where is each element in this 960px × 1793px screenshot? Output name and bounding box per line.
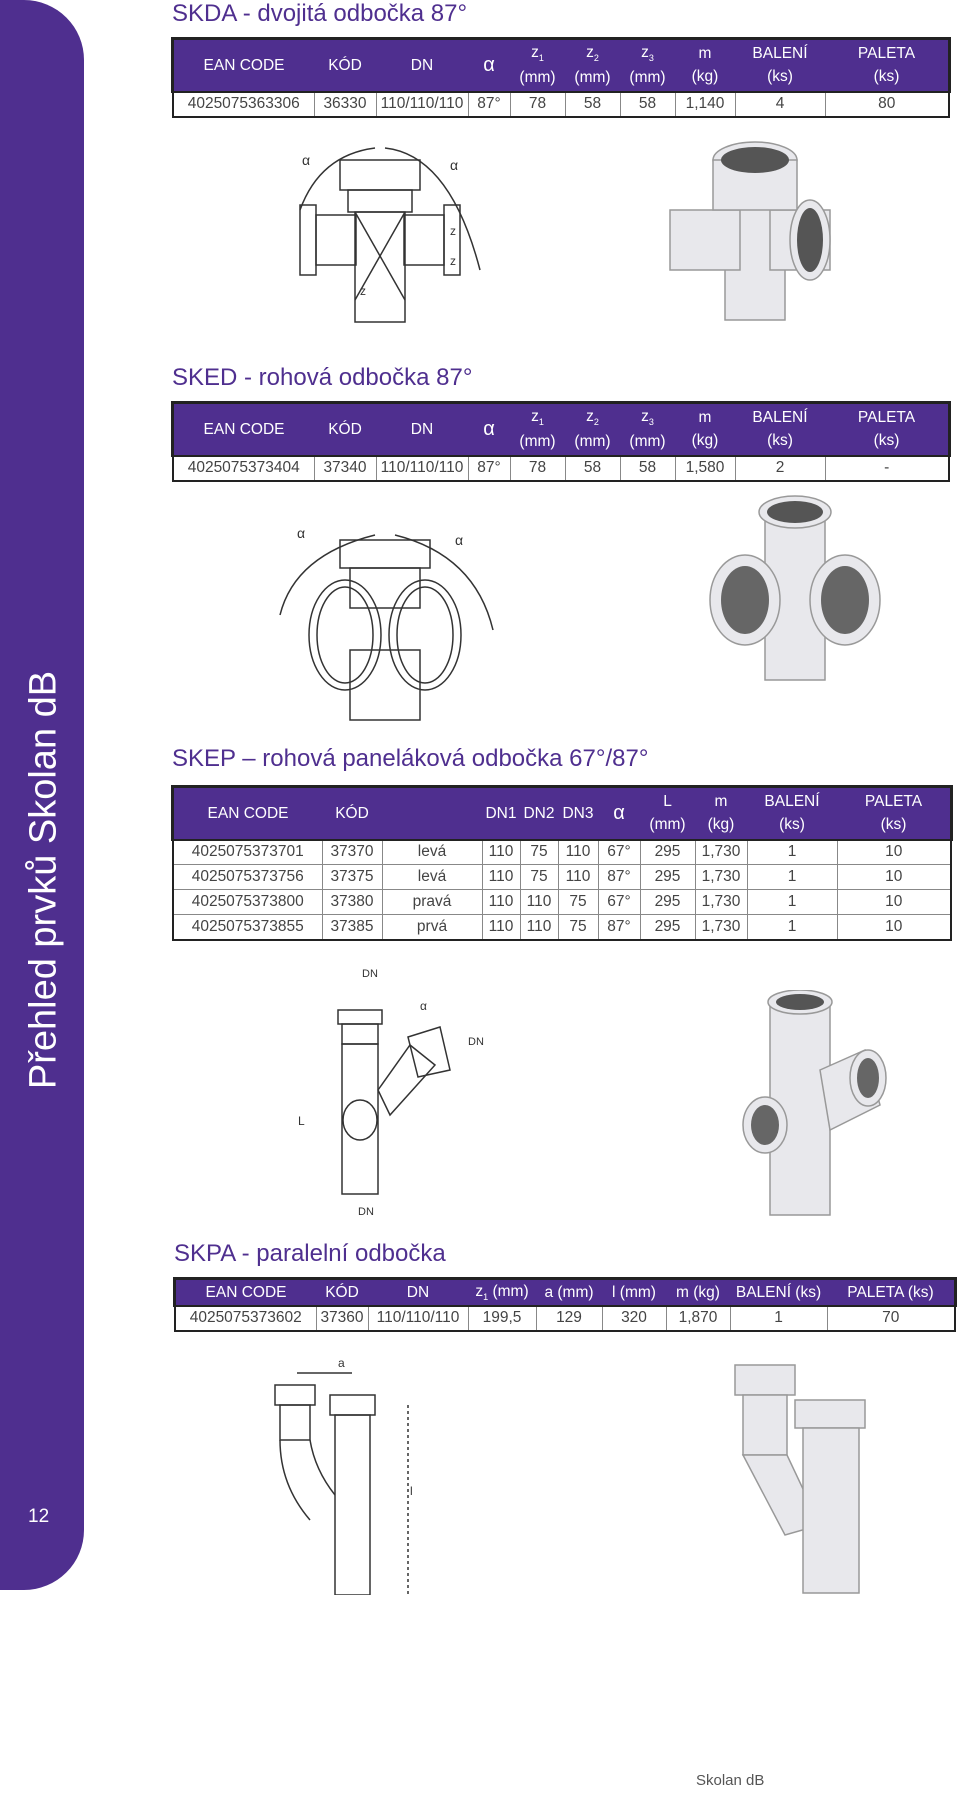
col-m: m (kg) xyxy=(695,787,747,839)
skda-table xyxy=(172,38,950,118)
skda-photo xyxy=(650,140,840,330)
col-z2: $z_2$ (mm) xyxy=(565,39,620,91)
col-paleta: PALETA (ks) xyxy=(825,403,949,455)
sked-drawing xyxy=(265,520,505,730)
sked-photo xyxy=(705,490,885,690)
col-alpha: α xyxy=(468,403,510,455)
sidebar-band xyxy=(0,0,84,1590)
page-number: 12 xyxy=(28,1506,50,1527)
col-paleta: PALETA (ks) xyxy=(825,39,949,91)
col-dn3: DN3 xyxy=(558,787,598,839)
col-paleta: PALETA (ks) xyxy=(827,1279,955,1305)
table-row: 4025075363306 36330 110/110/110 87° 78 58 58 1,140 4 80 xyxy=(173,91,949,117)
alpha-label: α xyxy=(420,999,427,1013)
col-kod: KÓD xyxy=(314,39,376,91)
dn2-label: DN xyxy=(468,1036,484,1048)
skda-title: SKDA - dvojitá odbočka 87° xyxy=(172,0,468,27)
col-paleta: PALETA (ks) xyxy=(837,787,951,839)
col-ean: EAN CODE xyxy=(173,403,314,455)
skda-drawing xyxy=(280,140,510,340)
z1-label: z xyxy=(450,254,456,268)
dn1-label: DN xyxy=(362,968,378,980)
col-dn2: DN2 xyxy=(520,787,558,839)
col-z2: $z_2$ (mm) xyxy=(565,403,620,455)
skpa-table xyxy=(174,1278,956,1332)
col-z3: $z_3$ (mm) xyxy=(620,403,675,455)
alpha-label: α xyxy=(297,525,306,541)
col-baleni: BALENÍ (ks) xyxy=(747,787,837,839)
col-l: L (mm) xyxy=(640,787,695,839)
skep-table xyxy=(172,786,952,941)
col-z3: $z_3$ (mm) xyxy=(620,39,675,91)
col-alpha: α xyxy=(598,787,640,839)
alpha-label: α xyxy=(302,152,311,168)
a-label: a xyxy=(338,1356,345,1370)
col-baleni: BALENÍ (ks) xyxy=(735,403,825,455)
z3-label: z xyxy=(360,284,366,298)
col-ean: EAN CODE xyxy=(173,39,314,91)
footer-brand: Skolan dB xyxy=(696,1772,765,1789)
col-l: l (mm) xyxy=(602,1279,666,1305)
col-m: m (kg) xyxy=(675,403,735,455)
skep-photo xyxy=(720,990,890,1220)
col-m: m (kg) xyxy=(675,39,735,91)
col-z1: $z_1$ (mm) xyxy=(510,39,565,91)
col-baleni: BALENÍ (ks) xyxy=(730,1279,827,1305)
skep-title: SKEP – rohová paneláková odbočka 67°/87° xyxy=(172,745,649,772)
col-z1: $z_1$ (mm) xyxy=(510,403,565,455)
col-dn1: DN1 xyxy=(482,787,520,839)
col-m: m (kg) xyxy=(666,1279,730,1305)
skpa-photo xyxy=(725,1355,885,1595)
side-title: Přehled prvků Skolan dB xyxy=(22,670,65,1090)
l-label: l xyxy=(410,1484,413,1498)
skep-drawing xyxy=(290,965,510,1220)
col-kod: KÓD xyxy=(316,1279,368,1305)
table-row: 4025075373756 37375 levá 110 75 110 87° 295 1,730 1 10 xyxy=(173,864,951,889)
col-side xyxy=(382,787,482,839)
col-dn: DN xyxy=(376,39,468,91)
z2-label: z xyxy=(450,224,456,238)
skpa-title: SKPA - paralelní odbočka xyxy=(174,1240,446,1267)
col-ean: EAN CODE xyxy=(175,1279,316,1305)
table-row: 4025075373855 37385 prvá 110 110 75 87° 295 1,730 1 10 xyxy=(173,914,951,940)
col-baleni: BALENÍ (ks) xyxy=(735,39,825,91)
table-row: 4025075373404 37340 110/110/110 87° 78 58 58 1,580 2 - xyxy=(173,455,949,481)
table-row: 4025075373602 37360 110/110/110 199,5 129 320 1,870 1 70 xyxy=(175,1305,955,1331)
dn3-label: DN xyxy=(358,1206,374,1218)
col-z1: $z_1$ (mm) xyxy=(468,1279,536,1305)
col-alpha: α xyxy=(468,39,510,91)
l-label: L xyxy=(298,1114,305,1128)
table-row: 4025075373701 37370 levá 110 75 110 67° 295 1,730 1 10 xyxy=(173,839,951,864)
col-ean: EAN CODE xyxy=(173,787,322,839)
table-row: 4025075373800 37380 pravá 110 110 75 67° 295 1,730 1 10 xyxy=(173,889,951,914)
alpha-label: α xyxy=(450,157,459,173)
sked-table xyxy=(172,402,950,482)
col-dn: DN xyxy=(368,1279,468,1305)
sked-title: SKED - rohová odbočka 87° xyxy=(172,364,473,391)
col-kod: KÓD xyxy=(314,403,376,455)
col-a: a (mm) xyxy=(536,1279,602,1305)
col-dn: DN xyxy=(376,403,468,455)
alpha-label: α xyxy=(455,532,464,548)
col-kod: KÓD xyxy=(322,787,382,839)
skpa-drawing xyxy=(270,1355,440,1595)
